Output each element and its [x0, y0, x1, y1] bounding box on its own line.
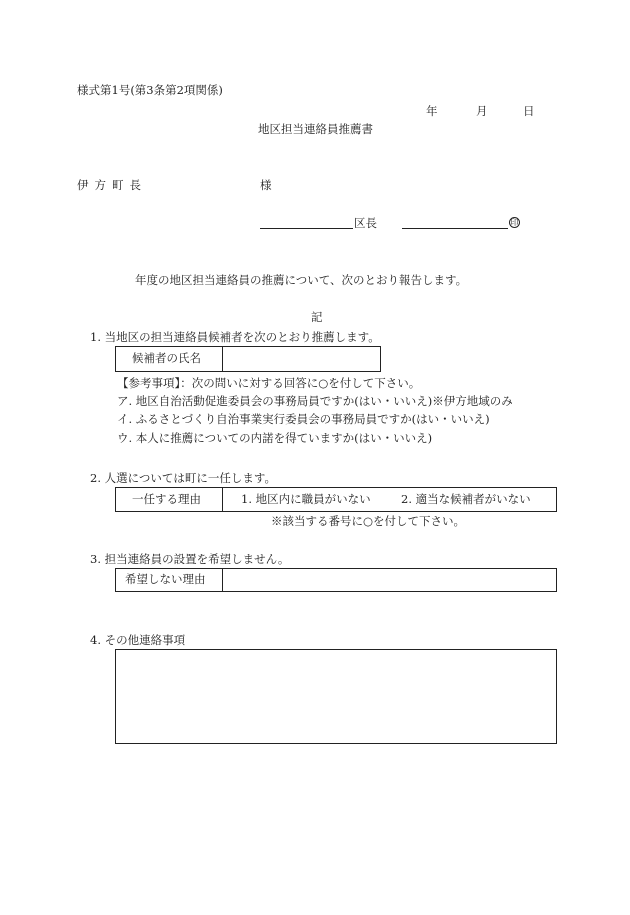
delegation-option-1[interactable]: 1. 地区内に職員がいない: [241, 491, 371, 506]
section2-heading: 2. 人選については町に一任します。: [90, 471, 276, 485]
question-i: イ. ふるさとづくり自治事業実行委員会の事務局員ですか(はい・いいえ): [117, 412, 490, 426]
decline-reason-table: [115, 568, 557, 592]
delegation-option-2[interactable]: 2. 適当な候補者がいない: [401, 491, 531, 506]
month-label: 月: [476, 104, 488, 118]
year-label: 年: [426, 104, 438, 118]
other-notes-box[interactable]: [115, 649, 557, 744]
district-head-label: 区長: [354, 216, 377, 230]
section4-heading: 4. その他連絡事項: [90, 633, 186, 647]
section3-heading: 3. 担当連絡員の設置を希望しません。: [90, 552, 290, 566]
intro-text: 年度の地区担当連絡員の推薦について、次のとおり報告します。: [135, 273, 468, 287]
candidate-name-field[interactable]: [223, 347, 380, 371]
section1-heading: 1. 当地区の担当連絡員候補者を次のとおり推薦します。: [90, 330, 380, 344]
delegation-reason-table: [115, 487, 557, 512]
candidate-name-table: [115, 346, 381, 372]
form-number: 様式第1号(第3条第2項関係): [77, 83, 223, 97]
district-name-line[interactable]: [260, 228, 353, 229]
seal-mark-icon: 印: [510, 217, 519, 227]
district-head-name-line[interactable]: [402, 228, 508, 229]
addressee-honorific: 様: [260, 178, 272, 192]
document-title: 地区担当連絡員推薦書: [258, 122, 373, 136]
decline-reason-field[interactable]: [223, 569, 556, 591]
decline-reason-label: 希望しない理由: [116, 569, 223, 591]
delegation-note: ※該当する番号に○を付して下さい。: [271, 514, 466, 528]
ki-label: 記: [311, 310, 323, 324]
delegation-reason-label: 一任する理由: [116, 488, 223, 511]
addressee-name: 伊方町長: [77, 178, 147, 192]
candidate-name-label: 候補者の氏名: [116, 347, 223, 371]
day-label: 日: [523, 104, 535, 118]
question-u: ウ. 本人に推薦についての内諾を得ていますか(はい・いいえ): [117, 431, 433, 445]
reference-note: 【参考事項】：次の問いに対する回答に○を付して下さい。: [117, 376, 421, 390]
question-a: ア. 地区自治活動促進委員会の事務局員ですか(はい・いいえ)※伊方地域のみ: [117, 394, 513, 408]
